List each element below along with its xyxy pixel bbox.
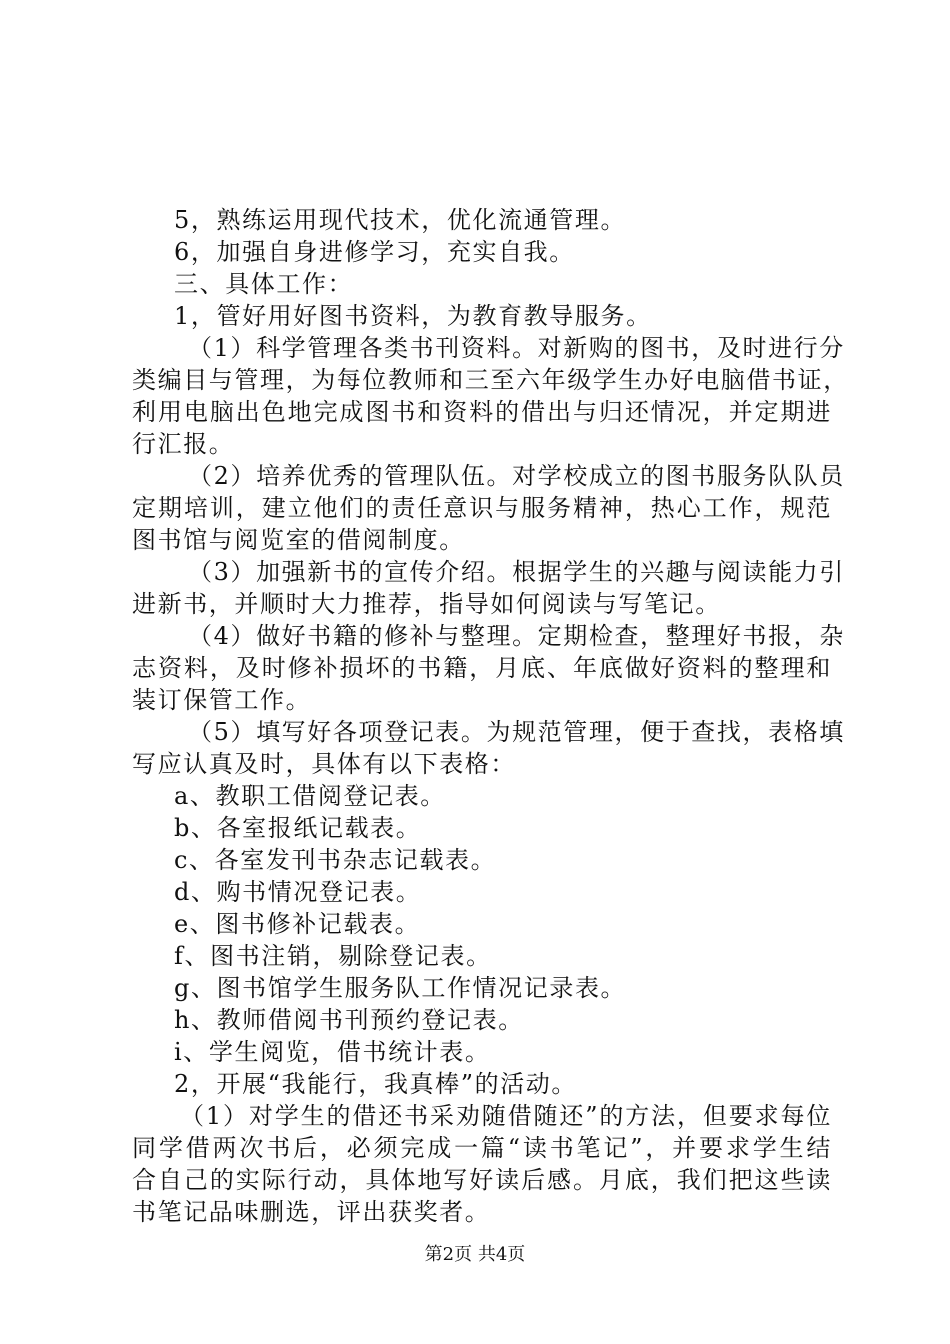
text-line: （1）对学生的借还书采劝随借随还”的方法，但要求每位 (180, 1102, 832, 1130)
text-line: 类编目与管理，为每位教师和三至六年级学生办好电脑借书证， (132, 366, 849, 394)
paragraph-1 (132, 332, 849, 460)
form-item: g、图书馆学生服务队工作情况记录表。 (174, 974, 627, 1002)
text-line: （4）做好书籍的修补与整理。定期检查，整理好书报，杂 (188, 622, 845, 650)
text-line: 合自己的实际行动，具体地写好读后感。月底，我们把这些读 (132, 1166, 832, 1194)
form-item: b、各室报纸记载表。 (174, 814, 422, 842)
text-line: 书笔记品味删选，评出获奖者。 (132, 1198, 491, 1226)
text-line: 装订保管工作。 (132, 686, 312, 714)
work-item-1: 1，管好用好图书资料，为教育教导服务。 (174, 302, 652, 330)
text-line: （2）培养优秀的管理队伍。对学校成立的图书服务队队员 (188, 462, 845, 490)
form-item: f、图书注销，剔除登记表。 (174, 942, 492, 970)
work-item-2: 2，开展“我能行，我真棒”的活动。 (174, 1070, 578, 1098)
text-line: （1）科学管理各类书刊资料。对新购的图书，及时进行分 (188, 334, 845, 362)
text-line: （3）加强新书的宣传介绍。根据学生的兴趣与阅读能力引 (188, 558, 845, 586)
paragraph-2 (132, 460, 845, 556)
page-number-footer: 第2页 共4页 (424, 1244, 526, 1265)
form-item: h、教师借阅书刊预约登记表。 (174, 1006, 524, 1034)
form-item: i、学生阅览，借书统计表。 (174, 1038, 491, 1066)
paragraph-5 (132, 716, 845, 780)
text-line: 定期培训，建立他们的责任意识与服务精神，热心工作，规范 (132, 494, 832, 522)
page-body (132, 204, 849, 1228)
form-item: d、购书情况登记表。 (174, 878, 422, 906)
form-item: e、图书修补记载表。 (174, 910, 421, 938)
text-line: 志资料，及时修补损坏的书籍，月底、年底做好资料的整理和 (132, 654, 832, 682)
paragraph-6 (132, 1100, 832, 1228)
text-line: 写应认真及时，具体有以下表格： (132, 750, 516, 778)
goal-item-5: 5，熟练运用现代技术，优化流通管理。 (174, 206, 627, 234)
form-list (132, 780, 832, 1068)
form-item: a、教职工借阅登记表。 (174, 782, 446, 810)
paragraph-4 (132, 620, 845, 716)
text-line: 利用电脑出色地完成图书和资料的借出与归还情况，并定期进 (132, 398, 832, 426)
text-line: （5）填写好各项登记表。为规范管理，便于查找，表格填 (188, 718, 845, 746)
form-item: c、各室发刊书杂志记载表。 (174, 846, 497, 874)
text-line: 进新书，并顺时大力推荐，指导如何阅读与写笔记。 (132, 590, 721, 618)
section-heading: 三、具体工作： (174, 270, 354, 298)
text-line: 行汇报。 (132, 430, 235, 458)
paragraph-3 (132, 556, 845, 620)
text-line: 同学借两次书后，必须完成一篇“读书笔记”，并要求学生结 (132, 1134, 832, 1162)
text-line: 图书馆与阅览室的借阅制度。 (132, 526, 465, 554)
goal-item-6: 6，加强自身进修学习，充实自我。 (174, 238, 575, 266)
